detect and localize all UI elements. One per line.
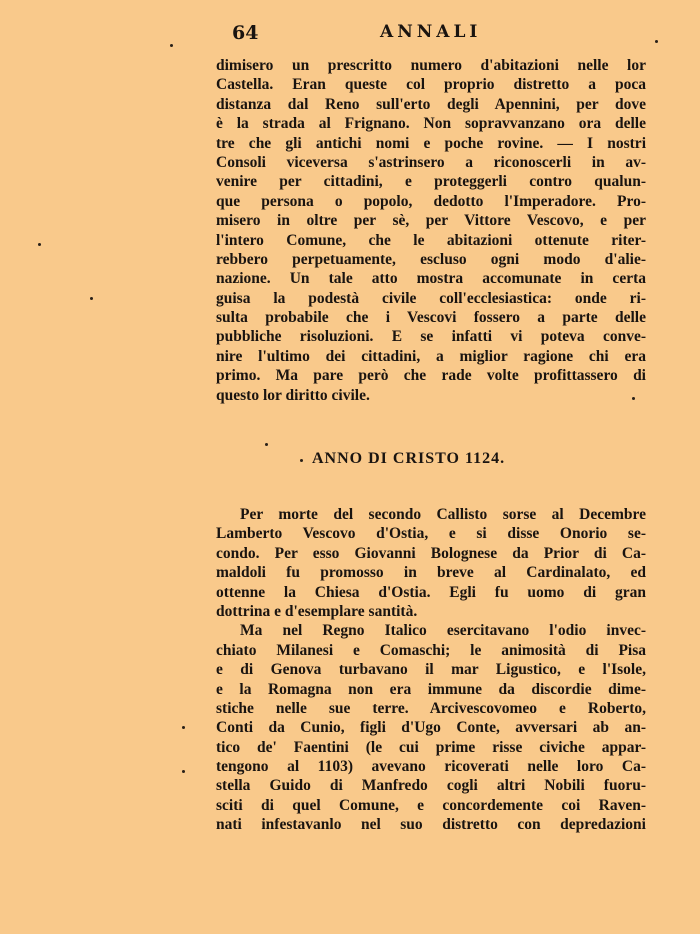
text-line: Castella. Eran queste col proprio distretto a poca: [216, 76, 646, 94]
page-header: [232, 22, 492, 46]
text-line: misero in oltre per sè, per Vittore Vescovo, e per: [216, 212, 646, 230]
text-line: sciti di quel Comune, e concordemente coi Raven-: [216, 796, 646, 814]
text-line: sulta probabile che i Vescovi fossero a parte delle: [216, 309, 646, 327]
ink-speck: [300, 459, 303, 462]
ink-speck: [265, 443, 268, 446]
text-line: Consoli viceversa s'astrinsero a riconoscerli in av-: [216, 153, 646, 171]
text-line: dimisero un prescritto numero d'abitazioni nelle lor: [216, 57, 646, 74]
ink-speck: [90, 297, 93, 300]
text-line: dottrina e d'esemplare santità.: [216, 602, 418, 620]
text-line: tico de' Faentini (le cui prime risse civiche appar-: [216, 738, 646, 756]
text-line: chiato Milanesi e Comaschi; le animosità di Pisa: [216, 641, 646, 659]
text-line: que persona o popolo, dedotto l'Imperadore. Pro-: [216, 192, 646, 210]
text-line: ottenne la Chiesa d'Ostia. Egli fu uomo di gran: [216, 583, 646, 601]
text-line: condo. Per esso Giovanni Bolognese da Prior di Ca-: [216, 544, 646, 562]
text-line: maldoli fu promosso in breve al Cardinalato, ed: [216, 564, 646, 582]
text-line: guisa la podestà civile coll'ecclesiastica: onde ri-: [216, 289, 646, 307]
text-line: è la strada al Frignano. Non sopravvanzano ora delle: [216, 115, 646, 133]
page-number: 64: [232, 22, 259, 44]
text-line: l'intero Comune, che le abitazioni ottenute riter-: [216, 231, 646, 249]
ink-speck: [182, 726, 185, 729]
text-line: Lamberto Vescovo d'Ostia, e si disse Onorio se-: [216, 525, 646, 543]
text-line: Ma nel Regno Italico esercitavano l'odio invec-: [240, 622, 646, 640]
text-line: nire l'ultimo dei cittadini, a miglior ragione chi era: [216, 347, 646, 365]
ink-speck: [655, 40, 658, 43]
text-line: questo lor diritto civile.: [216, 386, 370, 404]
text-line: venire per cittadini, e proteggerli contro qualun-: [216, 173, 646, 191]
text-line: primo. Ma pare però che rade volte profittassero di: [216, 367, 646, 385]
paragraph-2-3: [216, 505, 646, 835]
text-line: Conti da Cunio, figli d'Ugo Conte, avversari ab an-: [216, 719, 646, 737]
text-line: nati infestavanlo nel suo distretto con depredazioni: [216, 816, 646, 834]
running-head: ANNALI: [380, 22, 482, 42]
ink-speck: [170, 44, 173, 47]
text-line: pubbliche risoluzioni. E se infatti vi poteva conve-: [216, 328, 646, 346]
text-line: stiche nelle sue terre. Arcivescovomeo e Roberto,: [216, 699, 646, 717]
text-line: rebbero perpetuamente, escluso ogni modo d'alie-: [216, 250, 646, 268]
ink-speck: [38, 243, 41, 246]
text-line: stella Guido di Manfredo cogli altri Nobili fuoru-: [216, 777, 646, 795]
text-line: distanza dal Reno sull'erto degli Apennini, per dove: [216, 95, 646, 113]
text-line: e di Genova turbavano il mar Ligustico, e l'Isole,: [216, 661, 646, 679]
text-line: nazione. Un tale atto mostra accomunate in certa: [216, 270, 646, 288]
text-line: Per morte del secondo Callisto sorse al Decembre: [240, 506, 646, 523]
text-line: e la Romagna non era immune da discordie dime-: [216, 680, 646, 698]
ink-speck: [182, 770, 185, 773]
text-line: tre che gli antichi nomi e poche rovine. — I nostri: [216, 134, 646, 152]
section-heading: ANNO DI CRISTO 1124.: [312, 450, 506, 467]
paragraph-1: [216, 56, 646, 405]
text-line: tengono al 1103) avevano ricoverati nelle loro Ca-: [216, 758, 646, 776]
ink-speck: [632, 397, 635, 400]
